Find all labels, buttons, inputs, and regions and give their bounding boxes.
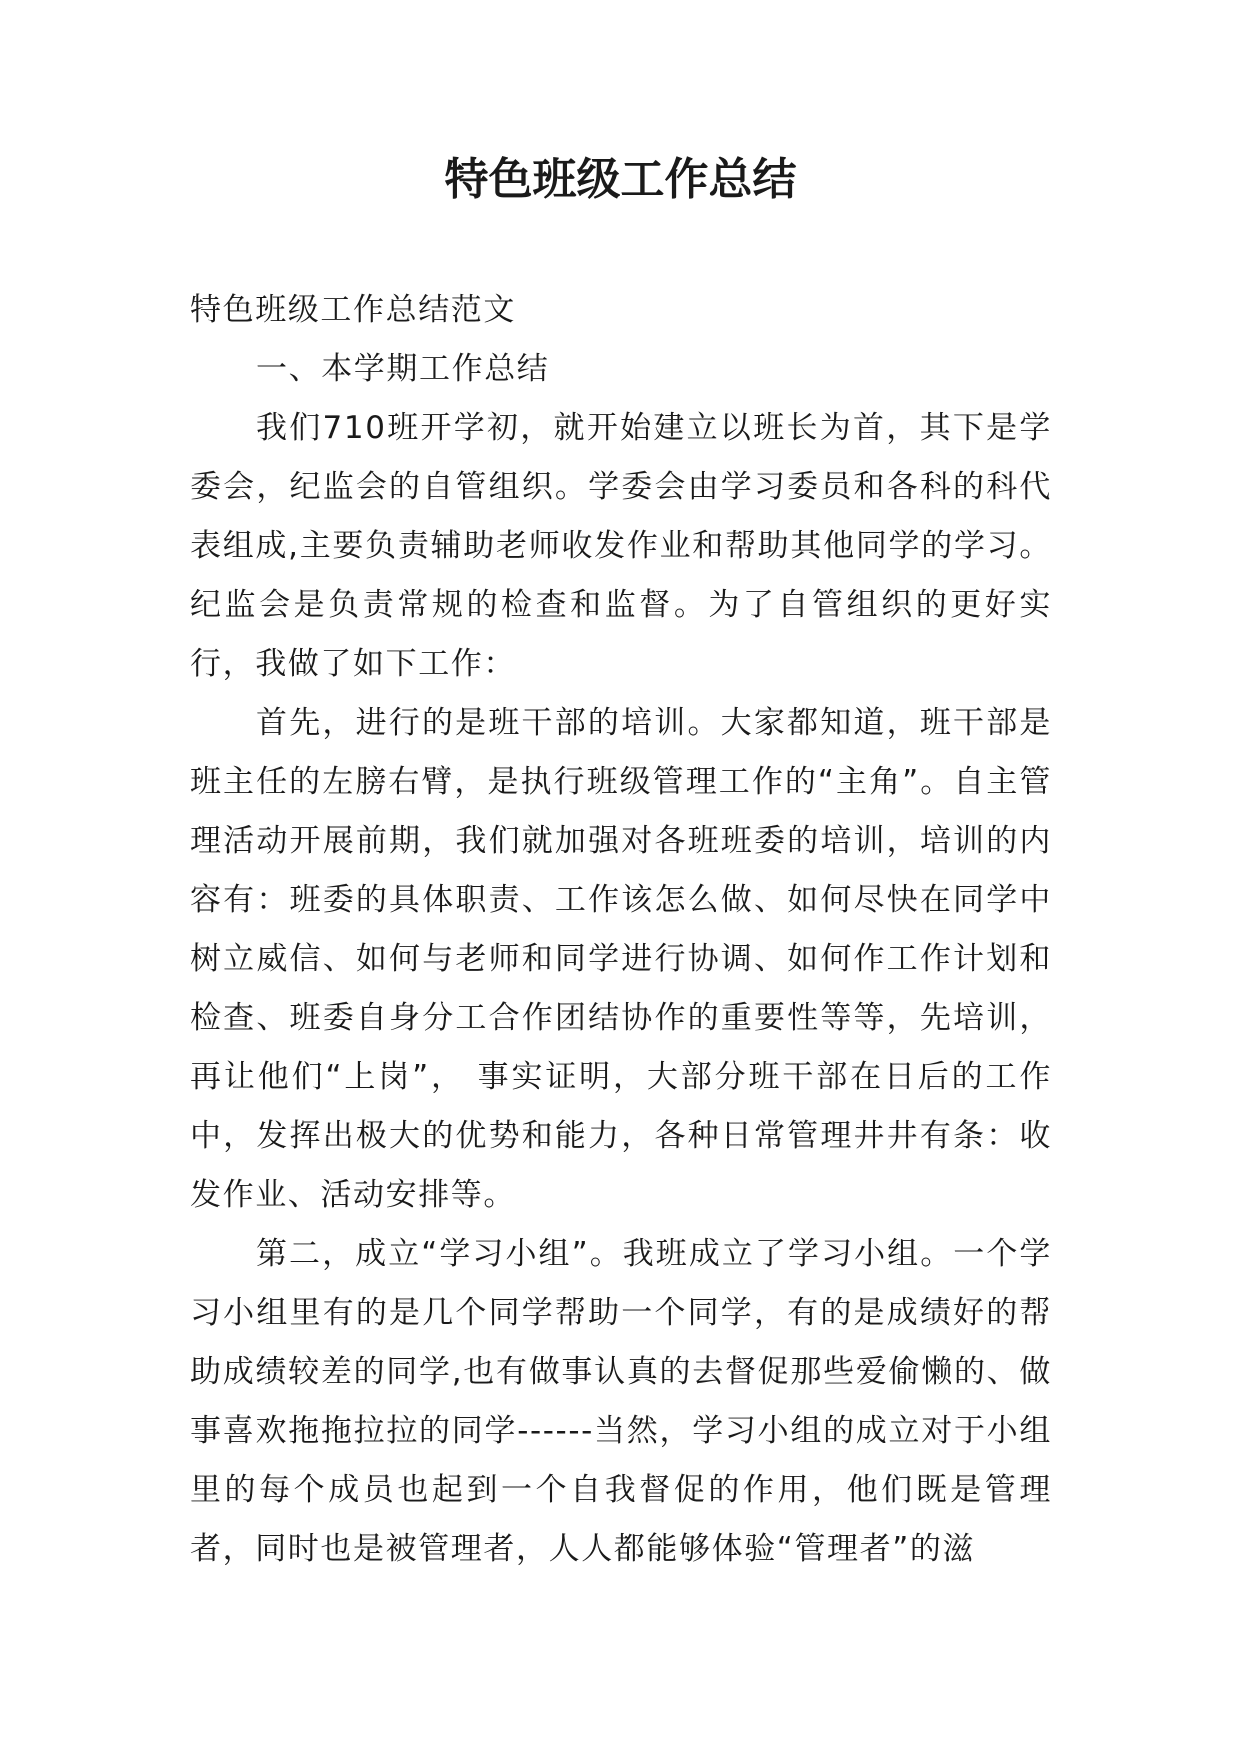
paragraph: 我们710班开学初，就开始建立以班长为首，其下是学委会，纪监会的自管组织。学委会由学习委员和各科的科代表组成,主要负责辅助老师收发作业和帮助其他同学的学习。纪监会是负责常规的检查和监督。为了自管组织的更好实行，我做了如下工作： — [190, 410, 1052, 682]
section-heading: 一、本学期工作总结 — [256, 351, 550, 387]
paragraph: 第二，成立“学习小组”。我班成立了学习小组。一个学习小组里有的是几个同学帮助一个同学，有的是成绩好的帮助成绩较差的同学,也有做事认真的去督促那些爱偷懒的、做事喜欢拖拖拉拉的同学------当然，学习小组的成立对于小组里的每个成员也起到一个自我督促的作用，他们既是管理者，同时也是被管理者，人人都能够体验“管理者”的滋 — [190, 1236, 1052, 1567]
document-body — [190, 281, 1052, 1579]
paragraph: 首先，进行的是班干部的培训。大家都知道，班干部是班主任的左膀右臂，是执行班级管理工作的“主角”。自主管理活动开展前期，我们就加强对各班班委的培训，培训的内容有：班委的具体职责、工作该怎么做、如何尽快在同学中树立威信、如何与老师和同学进行协调、如何作工作计划和检查、班委自身分工合作团结协作的重要性等等，先培训，再让他们“上岗”， 事实证明，大部分班干部在日后的工作中，发挥出极大的优势和能力，各种日常管理井井有条：收发作业、活动安排等。 — [190, 705, 1052, 1213]
document-title: 特色班级工作总结 — [444, 154, 797, 205]
document-subtitle: 特色班级工作总结范文 — [190, 292, 516, 328]
